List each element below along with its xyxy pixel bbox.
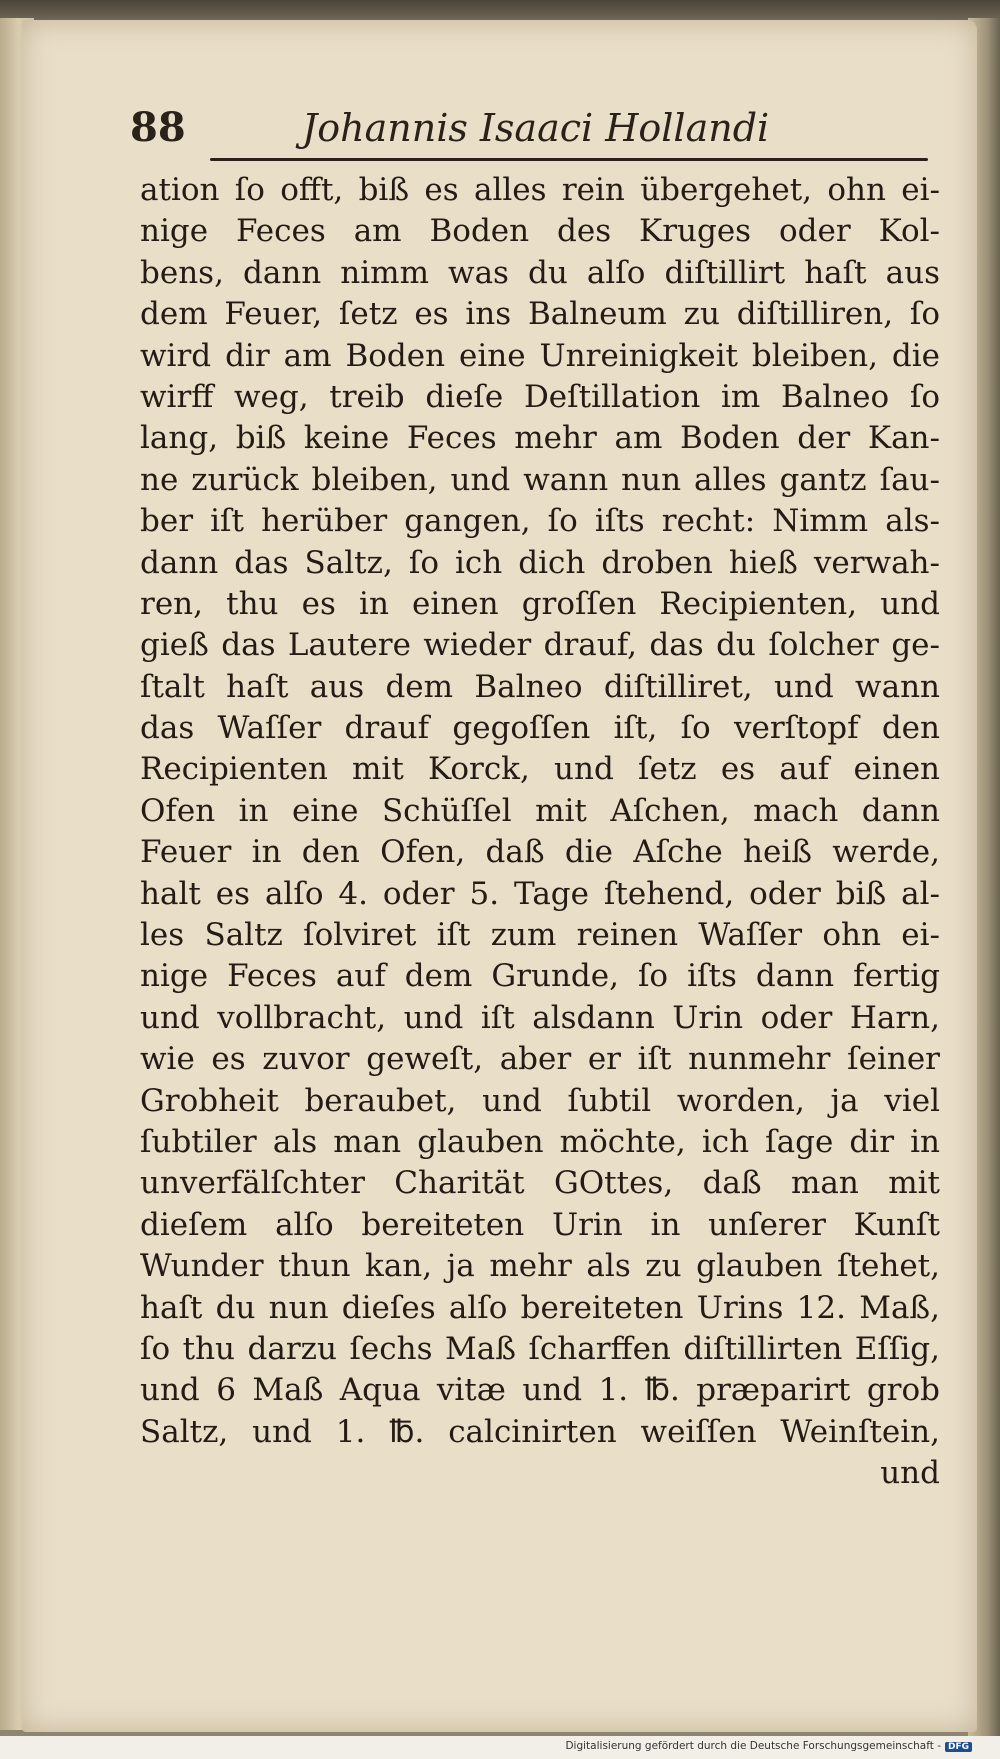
text-line: Grobheit beraubet, und ſubtil worden, ja viel bbox=[140, 1082, 940, 1119]
text-line: unverfälſchter Charität GOttes, daß man mit bbox=[140, 1165, 940, 1202]
page-header bbox=[130, 104, 930, 156]
text-line: bens, dann nimm was du alſo diſtillirt haſt aus bbox=[140, 254, 940, 291]
text-line: gieß das Lautere wieder drauf, das du ſolcher ge- bbox=[140, 627, 940, 664]
text-line: haſt du nun dieſes alſo bereiteten Urins 12. Maß, bbox=[140, 1289, 940, 1326]
text-line: halt es alſo 4. oder 5. Tage ſtehend, oder biß al- bbox=[140, 875, 940, 912]
text-line: ation ſo offt, biß es alles rein übergehet, ohn ei- bbox=[140, 172, 940, 208]
text-line: ſtalt haſt aus dem Balneo diſtilliret, und wann bbox=[140, 668, 940, 705]
text-line: Saltz, und 1. ℔. calcinirten weiſſen Weinſtein, bbox=[140, 1413, 940, 1450]
text-line: les Saltz ſolviret iſt zum reinen Waſſer ohn ei- bbox=[140, 917, 940, 954]
text-line: Wunder thun kan, ja mehr als zu glauben ſtehet, bbox=[140, 1248, 940, 1285]
text-line: Recipienten mit Korck, und ſetz es auf einen bbox=[140, 751, 940, 788]
text-line: wird dir am Boden eine Unreinigkeit bleiben, die bbox=[140, 337, 940, 374]
page-number: 88 bbox=[130, 104, 186, 151]
text-line: ne zurück bleiben, und wann nun alles gantz ſau- bbox=[140, 461, 940, 498]
credit-text: Digitalisierung gefördert durch die Deutsche Forschungsgemeinschaft - bbox=[565, 1740, 941, 1752]
text-line: ber iſt herüber gangen, ſo iſts recht: Nimm als- bbox=[140, 503, 940, 540]
text-line: lang, biß keine Feces mehr am Boden der Kan- bbox=[140, 420, 940, 457]
text-line: Feuer in den Ofen, daß die Aſche heiß werde, bbox=[140, 834, 940, 871]
text-line: und vollbracht, und iſt alsdann Urin oder Harn, bbox=[140, 999, 940, 1036]
text-line: ſubtiler als man glauben möchte, ich ſage dir in bbox=[140, 1123, 940, 1160]
catchword: und bbox=[880, 1455, 940, 1492]
text-line: dieſem alſo bereiteten Urin in unſerer Kunſt bbox=[140, 1206, 940, 1243]
digitization-credit bbox=[565, 1740, 972, 1752]
text-line: wirff weg, treib dieſe Deſtillation im Balneo ſo bbox=[140, 378, 940, 415]
running-title: Johannis Isaaci Hollandi bbox=[302, 106, 770, 150]
text-line: ſo thu darzu ſechs Maß ſcharffen diſtillirten Eſſig, bbox=[140, 1330, 940, 1367]
text-line: dem Feuer, ſetz es ins Balneum zu diſtilliren, ſo bbox=[140, 296, 940, 333]
body-text bbox=[140, 170, 940, 1495]
header-rule bbox=[210, 158, 928, 161]
text-line: nige Feces auf dem Grunde, ſo iſts dann fertig bbox=[140, 958, 940, 995]
text-line: ren, thu es in einen groſſen Recipienten, und bbox=[140, 585, 940, 622]
text-line: das Waſſer drauf gegoſſen iſt, ſo verſtopf den bbox=[140, 710, 940, 747]
text-line: wie es zuvor geweſt, aber er iſt nunmehr ſeiner bbox=[140, 1041, 940, 1078]
text-line: Ofen in eine Schüſſel mit Aſchen, mach dann bbox=[140, 792, 940, 829]
text-line: und 6 Maß Aqua vitæ und 1. ℔. præparirt grob bbox=[140, 1372, 940, 1409]
text-line: dann das Saltz, ſo ich dich droben hieß verwah- bbox=[140, 544, 940, 581]
text-line: nige Feces am Boden des Kruges oder Kol- bbox=[140, 213, 940, 250]
dfg-logo: DFG bbox=[945, 1742, 972, 1752]
